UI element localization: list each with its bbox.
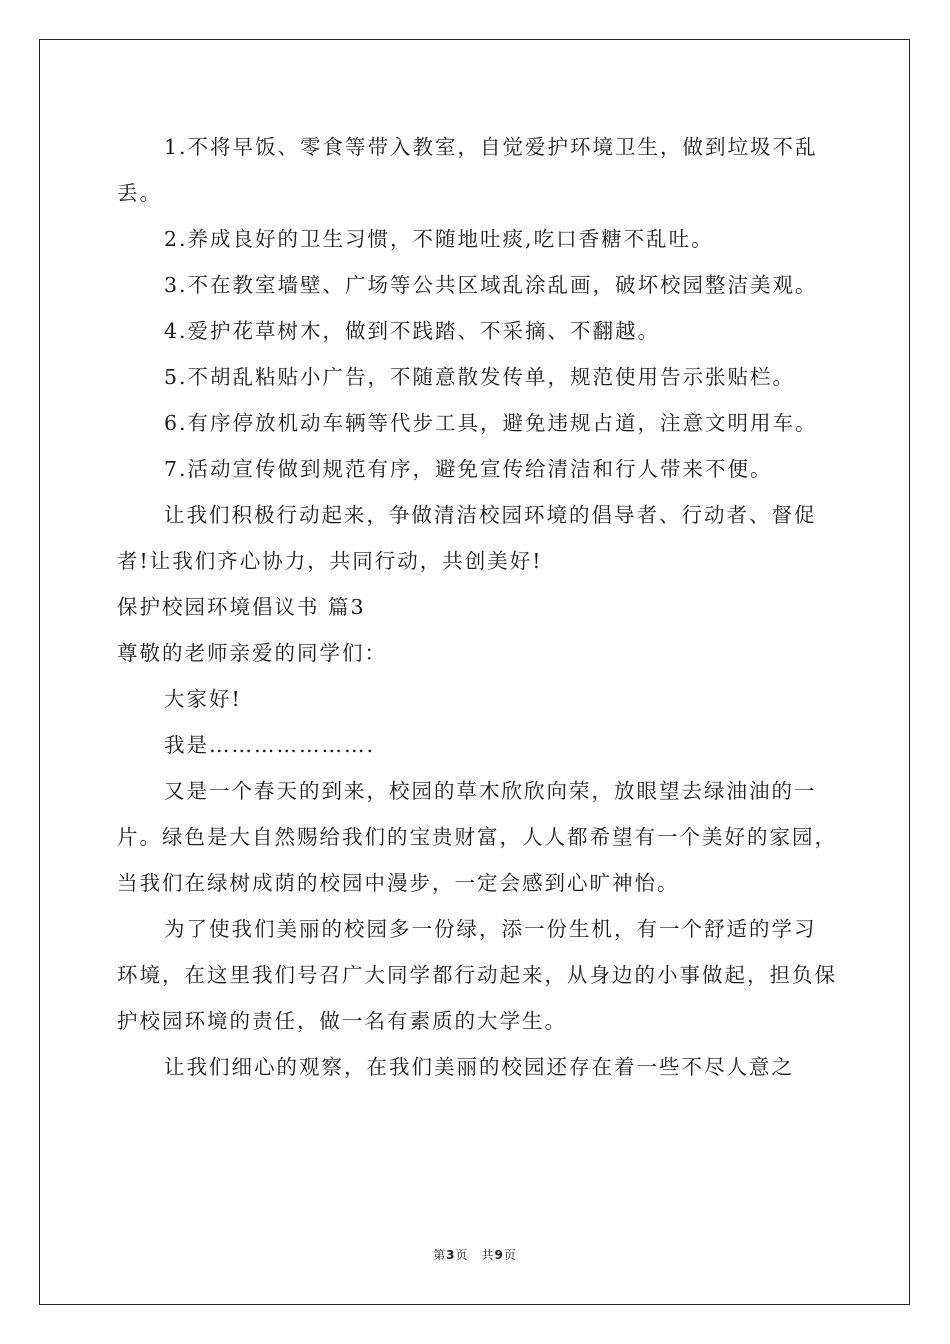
paragraph-item-2: 2.养成良好的卫生习惯，不随地吐痰,吃口香糖不乱吐。 xyxy=(164,227,714,251)
document-body xyxy=(117,124,837,1090)
paragraph-item-5: 5.不胡乱粘贴小广告，不随意散发传单，规范使用告示张贴栏。 xyxy=(164,365,796,389)
paragraph-item-1: 1.不将早饭、零食等带入教室，自觉爱护环境卫生，做到垃圾不乱丢。 xyxy=(117,135,818,205)
paragraph-observation: 让我们细心的观察，在我们美丽的校园还存在着一些不尽人意之 xyxy=(164,1055,794,1079)
self-introduction: 我是…………………. xyxy=(164,733,376,757)
footer-prefix: 第 xyxy=(433,1248,447,1262)
paragraph-item-6: 6.有序停放机动车辆等代步工具，避免违规占道，注意文明用车。 xyxy=(164,411,818,435)
footer-current-page: 3 xyxy=(446,1248,456,1262)
paragraph-appeal: 为了使我们美丽的校园多一份绿，添一份生机，有一个舒适的学习环境，在这里我们号召广大同学都行动起来，从身边的小事做起，担负保护校园环境的责任，做一名有素质的大学生。 xyxy=(117,917,837,1033)
paragraph-item-3: 3.不在教室墙壁、广场等公共区域乱涂乱画，破坏校园整洁美观。 xyxy=(164,273,818,297)
greeting: 大家好! xyxy=(164,687,242,711)
section-heading: 保护校园环境倡议书 篇3 xyxy=(117,595,366,619)
footer-suffix: 页 xyxy=(503,1248,517,1262)
page-footer xyxy=(0,1246,950,1263)
footer-total-pages: 9 xyxy=(494,1248,504,1262)
salutation: 尊敬的老师亲爱的同学们： xyxy=(117,641,387,665)
paragraph-item-7: 7.活动宣传做到规范有序，避免宣传给清洁和行人带来不便。 xyxy=(164,457,773,481)
paragraph-item-4: 4.爱护花草树木，做到不践踏、不采摘、不翻越。 xyxy=(164,319,661,343)
paragraph-spring: 又是一个春天的到来，校园的草木欣欣向荣，放眼望去绿油油的一片。绿色是大自然赐给我们的宝贵财富，人人都希望有一个美好的家园，当我们在绿树成荫的校园中漫步，一定会感到心旷神怡。 xyxy=(117,779,837,895)
paragraph-call-to-action: 让我们积极行动起来，争做清洁校园环境的倡导者、行动者、督促者!让我们齐心协力，共同行动，共创美好! xyxy=(117,503,817,573)
footer-middle: 页 共 xyxy=(455,1248,495,1262)
